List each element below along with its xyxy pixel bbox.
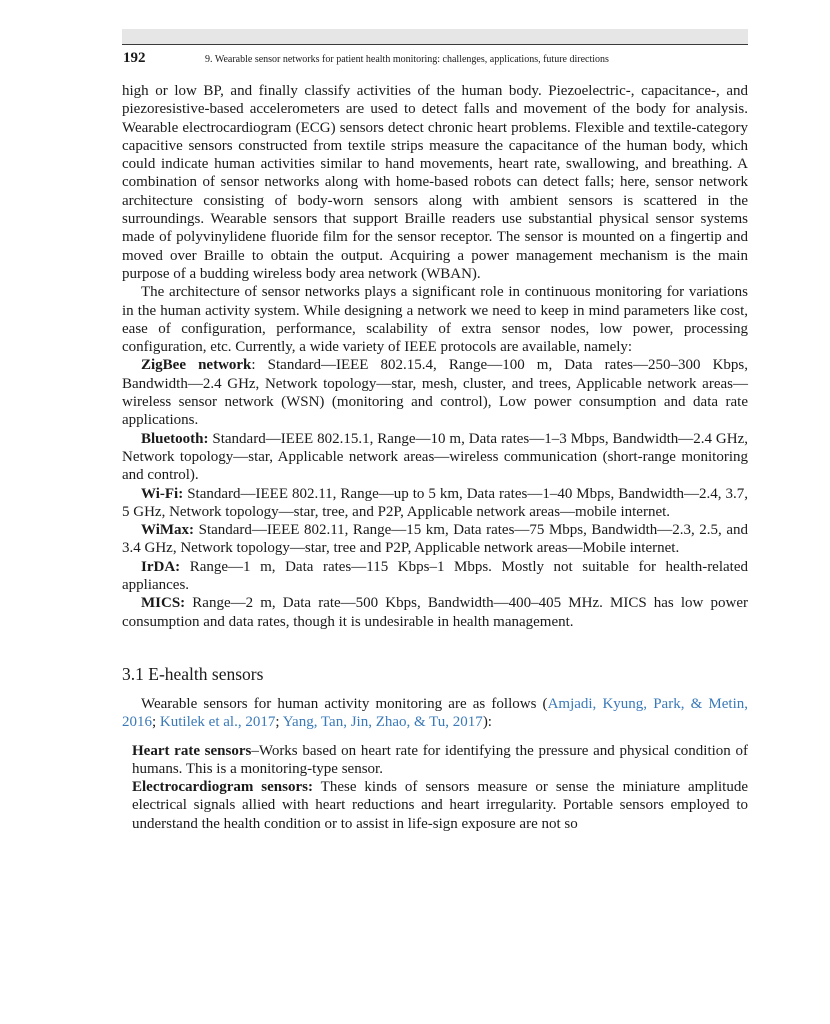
protocol-desc: Range—2 m, Data rate—500 Kbps, Bandwidth—400–405 MHz. MICS has low power consumption and data rates, though it is undesirable in health management.: [122, 595, 748, 630]
sensor-list: [122, 742, 748, 833]
protocol-wifi: [122, 485, 748, 522]
protocol-irda: [122, 558, 748, 595]
sensor-desc: These kinds of sensors measure or sense the miniature amplitude electrical signals allied with heart reductions and heart irregularity. Portable sensors employed to understand the health condition or to assist in life-sign exposure are not so: [132, 779, 748, 832]
protocol-desc: Range—1 m, Data rates—115 Kbps–1 Mbps. Mostly not suitable for health-related appliances.: [122, 558, 748, 594]
citation-link[interactable]: Yang, Tan, Jin, Zhao, & Tu, 2017: [282, 714, 483, 731]
citation-link[interactable]: Kutilek et al., 2017: [159, 714, 276, 731]
page-body: [122, 82, 748, 833]
paragraph-2: The architecture of sensor networks plays a significant role in continuous monitoring for variations in the human activity system. While designing a network we need to keep in mind parameters like cost, ease of configuration, performance, scalability of extra sensor nodes, low power, processing configuration, etc. Currently, a wide variety of IEEE protocols are available, namely:: [122, 284, 748, 356]
protocol-name: IrDA:: [141, 558, 181, 575]
protocol-name: ZigBee network: [141, 357, 252, 374]
protocol-wimax: [122, 521, 748, 558]
sensor-desc: Works based on heart rate for identifying the pressure and physical condition of humans. This is a monitoring-type sensor.: [132, 742, 748, 777]
running-head: 9. Wearable sensor networks for patient health monitoring: challenges, applications, future directions: [205, 54, 609, 65]
protocol-desc: Standard—IEEE 802.15.4, Range—100 m, Data rates—250–300 Kbps, Bandwidth—2.4 GHz, Network topology—star, mesh, cluster, and trees, Applicable network areas—wireless sensor network (WSN) (monitoring and control), Low power consumption and data rate applications.: [122, 357, 748, 429]
page-number: 192: [123, 50, 146, 66]
header-band: [122, 29, 748, 44]
protocol-name: Bluetooth:: [141, 430, 209, 447]
protocol-mics: [122, 594, 748, 631]
citation-link[interactable]: Amjadi, Kyung, Park, & Metin, 2016: [122, 695, 748, 731]
protocol-desc: Standard—IEEE 802.11, Range—up to 5 km, Data rates—1–40 Mbps, Bandwidth—2.4, 3.7, 5 GHz, Network topology—star, tree, and P2P, Applicable network areas—mobile internet.: [122, 485, 748, 520]
protocol-name: MICS:: [141, 595, 186, 612]
protocol-desc: Standard—IEEE 802.11, Range—15 km, Data rates—75 Mbps, Bandwidth—2.3, 2.5, and 3.4 GHz, Network topology—star, tree and P2P, Applicable network areas—Mobile internet.: [122, 522, 749, 557]
protocol-desc: Standard—IEEE 802.15.1, Range—10 m, Data rates—1–3 Mbps, Bandwidth—2.4 GHz, Network topology—star, Applicable network areas—wireless communication (short-range monitoring and control).: [122, 430, 749, 484]
protocol-name: WiMax:: [141, 522, 195, 539]
sensor-name: Electrocardiogram sensors:: [132, 779, 313, 796]
list-item: Heart rate sensors–Works based on heart rate for identifying the pressure and physical condition of humans. This is a monitoring-type sensor.: [132, 742, 748, 777]
protocol-bluetooth: [122, 430, 748, 485]
section-heading: 3.1 E-health sensors: [122, 663, 264, 684]
header-rule: [122, 44, 748, 45]
paragraph-1: high or low BP, and finally classify activities of the human body. Piezoelectric-, capacitance-, and piezoresistive-based accelerometers are used to detect falls and movement of the body for analysis. Wearable electrocardiogram (ECG) sensors detect chronic heart problems. Flexible and textile-category capacitive sensors constructed from textile strips measure the capacitance of the human body, which could indicate human activities similar to hand movements, heart rate, swallowing, and breathing. A combination of sensor networks along with home-based robots can detect falls; here, sensor network architecture consisting of body-worn sensors along with ambient sensors is scattered in the surroundings. Wearable sensors that support Braille readers use substantial physical sensor systems made of polyvinylidene fluoride film for the sensor receptor. The sensor is mounted on a fingertip and moved over Braille to obtain the output. Acquiring a power management mechanism is the main purpose of a budding wireless body area network (WBAN).: [122, 83, 748, 282]
sensor-name: Heart rate sensors: [132, 742, 252, 759]
list-item: [132, 778, 748, 833]
section-intro: Wearable sensors for human activity monitoring are as follows (Amjadi, Kyung, Park, & Metin, 2016; Kutilek et al., 2017; Yang, Tan, Jin, Zhao, & Tu, 2017):: [122, 695, 748, 731]
protocol-name: Wi-Fi:: [141, 485, 184, 502]
protocol-zigbee: ZigBee network: Standard—IEEE 802.15.4, Range—100 m, Data rates—250–300 Kbps, Bandwidth—2.4 GHz, Network topology—star, mesh, cluster, and trees, Applicable network areas—wireless sensor network (WSN) (monitoring and control), Low power consumption and data rate applications.: [122, 357, 748, 429]
